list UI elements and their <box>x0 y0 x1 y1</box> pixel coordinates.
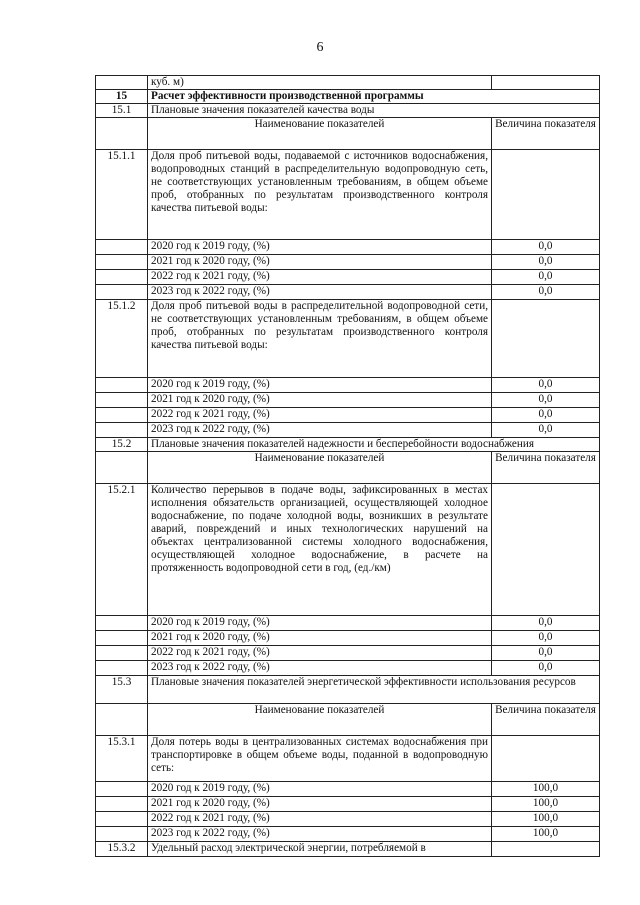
value-row <box>96 631 600 646</box>
indicator-number: 15.3.2 <box>96 842 148 857</box>
table-row <box>96 76 600 90</box>
section-number: 15 <box>96 90 148 104</box>
indicator-text: Удельный расход электрической энергии, потребляемой в <box>148 842 492 857</box>
value-row <box>96 240 600 255</box>
header-name: Наименование показателей <box>148 704 492 736</box>
top-row-text: куб. м) <box>148 76 492 90</box>
subsection-number: 15.1 <box>96 104 148 118</box>
header-row <box>96 452 600 484</box>
subsection-title: Плановые значения показателей качества воды <box>148 104 600 118</box>
value-cell: 0,0 <box>492 423 600 438</box>
cell-empty <box>492 842 600 857</box>
cell-empty <box>492 150 600 240</box>
value-cell: 0,0 <box>492 661 600 676</box>
year-label: 2021 год к 2020 году, (%) <box>148 255 492 270</box>
year-label: 2022 год к 2021 году, (%) <box>148 646 492 661</box>
year-label: 2022 год к 2021 году, (%) <box>148 812 492 827</box>
page-number: 6 <box>316 40 324 55</box>
year-label: 2020 год к 2019 году, (%) <box>148 378 492 393</box>
subsection-title: Плановые значения показателей энергетической эффективности использования ресурсов <box>148 676 600 704</box>
year-label: 2023 год к 2022 году, (%) <box>148 285 492 300</box>
indicator-row <box>96 484 600 616</box>
value-row <box>96 285 600 300</box>
year-label: 2021 год к 2020 году, (%) <box>148 797 492 812</box>
year-label: 2023 год к 2022 году, (%) <box>148 423 492 438</box>
value-cell: 100,0 <box>492 797 600 812</box>
subsection-row <box>96 104 600 118</box>
value-row <box>96 646 600 661</box>
value-row <box>96 812 600 827</box>
cell-empty <box>96 452 148 484</box>
value-cell: 100,0 <box>492 812 600 827</box>
value-cell: 0,0 <box>492 393 600 408</box>
header-name: Наименование показателей <box>148 452 492 484</box>
header-value: Величина показателя <box>492 118 600 150</box>
section-title: Расчет эффективности производственной программы <box>148 90 600 104</box>
value-row <box>96 782 600 797</box>
header-value: Величина показателя <box>492 704 600 736</box>
subsection-number: 15.2 <box>96 438 148 452</box>
value-row <box>96 393 600 408</box>
value-cell: 0,0 <box>492 631 600 646</box>
value-row <box>96 423 600 438</box>
subsection-title: Плановые значения показателей надежности и бесперебойности водоснабжения <box>148 438 600 452</box>
value-cell: 0,0 <box>492 285 600 300</box>
value-cell: 0,0 <box>492 646 600 661</box>
header-row <box>96 704 600 736</box>
year-label: 2020 год к 2019 году, (%) <box>148 616 492 631</box>
year-label: 2021 год к 2020 году, (%) <box>148 631 492 646</box>
indicators-table <box>95 75 600 857</box>
year-label: 2020 год к 2019 году, (%) <box>148 240 492 255</box>
indicator-text: Доля проб питьевой воды, подаваемой с источников водоснабжения, водопроводных станций в распределительную водопроводную сеть, не соответствующих установленным требованиям, в общем объеме проб, отобранных по результатам производственного контроля качества питьевой воды: <box>148 150 492 240</box>
year-label: 2022 год к 2021 году, (%) <box>148 270 492 285</box>
year-label: 2021 год к 2020 году, (%) <box>148 393 492 408</box>
indicator-number: 15.2.1 <box>96 484 148 616</box>
indicator-number: 15.1.2 <box>96 300 148 378</box>
value-row <box>96 378 600 393</box>
value-row <box>96 255 600 270</box>
header-row <box>96 118 600 150</box>
indicator-number: 15.3.1 <box>96 736 148 782</box>
cell-empty <box>96 704 148 736</box>
header-name: Наименование показателей <box>148 118 492 150</box>
value-cell: 0,0 <box>492 255 600 270</box>
cell-empty <box>492 76 600 90</box>
cell-empty <box>492 300 600 378</box>
value-row <box>96 827 600 842</box>
value-row <box>96 408 600 423</box>
indicator-row <box>96 300 600 378</box>
indicator-row <box>96 736 600 782</box>
year-label: 2023 год к 2022 году, (%) <box>148 661 492 676</box>
indicator-text: Количество перерывов в подаче воды, зафиксированных в местах исполнения обязательств организацией, осуществляющей холодное водоснабжение, по подаче холодной воды, возникших в результате аварий, повреждений и иных технологических нарушений на объектах централизованной системы холодного водоснабжения, осуществляющей холодное водоснабжение, в расчете на протяженность водопроводной сети в год, (ед./км) <box>148 484 492 616</box>
year-label: 2020 год к 2019 году, (%) <box>148 782 492 797</box>
header-value: Величина показателя <box>492 452 600 484</box>
section-row <box>96 90 600 104</box>
cell-empty <box>96 76 148 90</box>
value-row <box>96 661 600 676</box>
indicator-number: 15.1.1 <box>96 150 148 240</box>
value-cell: 0,0 <box>492 408 600 423</box>
value-cell: 0,0 <box>492 378 600 393</box>
indicator-text: Доля проб питьевой воды в распределительной водопроводной сети, не соответствующих установленным требованиям, в общем объеме проб, отобранных по результатам производственного контроля качества питьевой воды: <box>148 300 492 378</box>
subsection-row <box>96 676 600 704</box>
cell-empty <box>96 118 148 150</box>
year-label: 2023 год к 2022 году, (%) <box>148 827 492 842</box>
subsection-number: 15.3 <box>96 676 148 704</box>
cell-empty <box>492 484 600 616</box>
year-label: 2022 год к 2021 году, (%) <box>148 408 492 423</box>
value-cell: 100,0 <box>492 782 600 797</box>
indicator-row <box>96 150 600 240</box>
indicator-text: Доля потерь воды в централизованных системах водоснабжения при транспортировке в общем объеме воды, поданной в водопроводную сеть: <box>148 736 492 782</box>
cell-empty <box>492 736 600 782</box>
value-cell: 0,0 <box>492 616 600 631</box>
value-cell: 0,0 <box>492 240 600 255</box>
indicator-row <box>96 842 600 857</box>
subsection-row <box>96 438 600 452</box>
value-cell: 0,0 <box>492 270 600 285</box>
value-row <box>96 797 600 812</box>
value-row <box>96 270 600 285</box>
value-cell: 100,0 <box>492 827 600 842</box>
value-row <box>96 616 600 631</box>
